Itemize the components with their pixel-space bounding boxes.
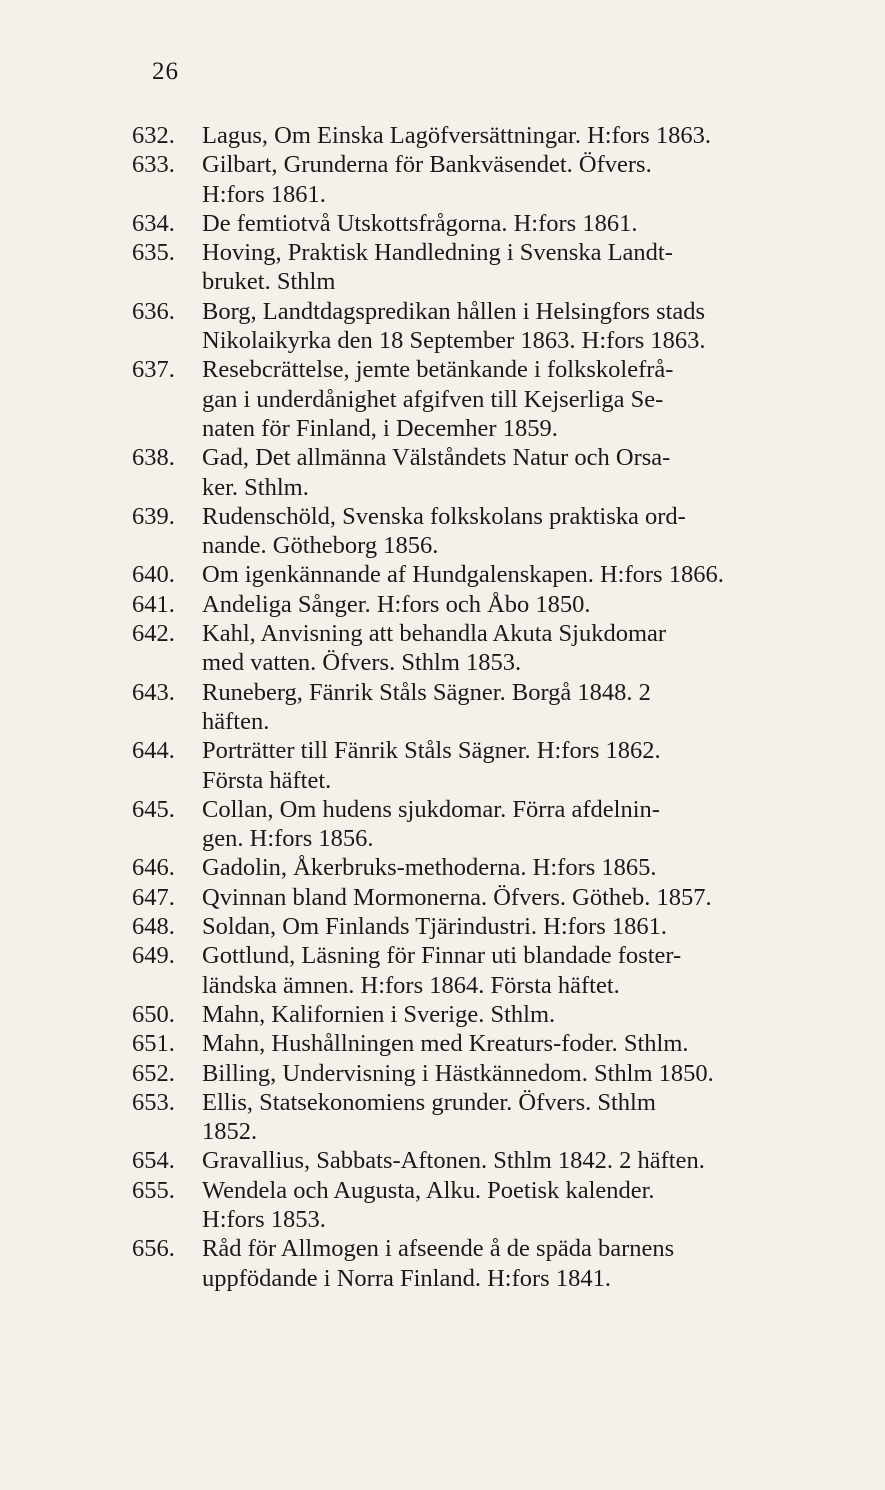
catalog-entry <box>132 619 832 678</box>
entry-number: 651. <box>132 1030 175 1058</box>
entry-number: 637. <box>132 356 175 384</box>
entry-number: 653. <box>132 1088 175 1116</box>
entry-text: Gravallius, Sabbats-Aftonen. Sthlm 1842. 2 häften. <box>202 1147 705 1175</box>
entry-text: Kahl, Anvisning att behandla Akuta Sjukdomar med vatten. Öfvers. Sthlm 1853. <box>202 620 667 677</box>
entry-number: 641. <box>132 590 175 618</box>
entry-number: 646. <box>132 854 175 882</box>
entry-number: 643. <box>132 678 175 706</box>
entry-text: Mahn, Hushållningen med Kreaturs-foder. Sthlm. <box>202 1030 689 1058</box>
entry-text: Collan, Om hudens sjukdomar. Förra afdelnin- gen. H:fors 1856. <box>202 795 660 853</box>
entry-number: 635. <box>132 239 175 267</box>
entry-number: 634. <box>132 209 175 237</box>
entry-text: De femtiotvå Utskottsfrågorna. H:fors 1861. <box>202 209 638 237</box>
catalog-entry <box>132 1059 832 1088</box>
entry-number: 642. <box>132 620 175 648</box>
entry-text: Andeliga Sånger. H:fors och Åbo 1850. <box>202 590 591 618</box>
catalog-entry <box>132 1176 832 1235</box>
catalog-entry <box>132 1000 832 1029</box>
entry-text: Råd för Allmogen i afseende å de späda barnens uppfödande i Norra Finland. H:fors 1841. <box>202 1235 675 1292</box>
entry-text: Hoving, Praktisk Handledning i Svenska Landt- bruket. Sthlm <box>202 239 673 296</box>
entry-number: 648. <box>132 913 175 941</box>
entry-text: Borg, Landtdagspredikan hållen i Helsingfors stads Nikolaikyrka den 18 September 1863. H:fors 1863. <box>202 297 706 355</box>
catalog-entry <box>132 941 832 1000</box>
catalog-entry <box>132 590 832 619</box>
entry-number: 638. <box>132 444 175 472</box>
entry-text: Om igenkännande af Hundgalenskapen. H:fors 1866. <box>202 561 724 589</box>
catalog-entry <box>132 1146 832 1175</box>
catalog-entry <box>132 678 832 737</box>
catalog-entry <box>132 297 832 356</box>
catalog-entry <box>132 150 832 209</box>
catalog-entry <box>132 1088 832 1147</box>
catalog-entry <box>132 795 832 854</box>
catalog-entry <box>132 502 832 561</box>
entry-text: Gottlund, Läsning för Finnar uti blandade foster- ländska ämnen. H:fors 1864. Första häftet. <box>202 942 682 999</box>
entry-number: 636. <box>132 297 175 325</box>
entry-text: Ellis, Statsekonomiens grunder. Öfvers. Sthlm 1852. <box>202 1088 656 1146</box>
catalog-entry <box>132 1029 832 1058</box>
entry-number: 652. <box>132 1059 175 1087</box>
entry-number: 639. <box>132 502 175 530</box>
catalog-entry <box>132 560 832 589</box>
catalog-entry <box>132 912 832 941</box>
catalog-entry <box>132 883 832 912</box>
entry-text: Billing, Undervisning i Hästkännedom. Sthlm 1850. <box>202 1059 714 1087</box>
entry-number: 650. <box>132 1000 175 1028</box>
catalog-entry <box>132 1234 832 1293</box>
entry-number: 647. <box>132 883 175 911</box>
entry-number: 655. <box>132 1176 175 1204</box>
entry-number: 632. <box>132 122 175 149</box>
entry-number: 644. <box>132 737 175 765</box>
page-number: 26 <box>152 58 179 85</box>
catalog-entry <box>132 736 832 795</box>
catalog-entry <box>132 853 832 882</box>
entry-number: 656. <box>132 1235 175 1263</box>
catalog-entry <box>132 238 832 297</box>
entry-text: Soldan, Om Finlands Tjärindustri. H:fors 1861. <box>202 913 668 941</box>
entry-text: Mahn, Kalifornien i Sverige. Sthlm. <box>202 1000 556 1028</box>
entry-number: 654. <box>132 1147 175 1175</box>
entry-text: Gad, Det allmänna Välståndets Natur och Orsa- ker. Sthlm. <box>202 444 671 501</box>
entry-text: Lagus, Om Einska Lagöfversättningar. H:fors 1863. <box>202 122 711 149</box>
entry-text: Wendela och Augusta, Alku. Poetisk kalender. H:fors 1853. <box>202 1176 655 1233</box>
entry-text: Runeberg, Fänrik Ståls Sägner. Borgå 1848. 2 häften. <box>202 678 651 735</box>
entry-text: Resebcrättelse, jemte betänkande i folkskolefrå- gan i underdånighet afgifven till Kejserliga Se- naten för Finland, i Decemher 1859. <box>202 356 674 442</box>
entry-number: 633. <box>132 151 175 179</box>
entry-text: Qvinnan bland Mormonerna. Öfvers. Götheb. 1857. <box>202 883 712 911</box>
entry-number: 649. <box>132 942 175 970</box>
entry-text: Rudenschöld, Svenska folkskolans praktiska ord- nande. Götheborg 1856. <box>202 502 686 560</box>
entry-text: Gilbart, Grunderna för Bankväsendet. Öfvers. H:fors 1861. <box>202 151 652 208</box>
entry-text: Gadolin, Åkerbruks-methoderna. H:fors 1865. <box>202 854 657 882</box>
entry-text: Porträtter till Fänrik Ståls Sägner. H:fors 1862. Första häftet. <box>202 737 661 794</box>
entry-number: 640. <box>132 561 175 589</box>
catalog-entry <box>132 209 832 238</box>
catalog-entry <box>132 121 832 150</box>
catalog-entry <box>132 443 832 502</box>
catalog-entry <box>132 355 832 443</box>
catalog-entries <box>132 121 832 1293</box>
entry-number: 645. <box>132 795 175 823</box>
